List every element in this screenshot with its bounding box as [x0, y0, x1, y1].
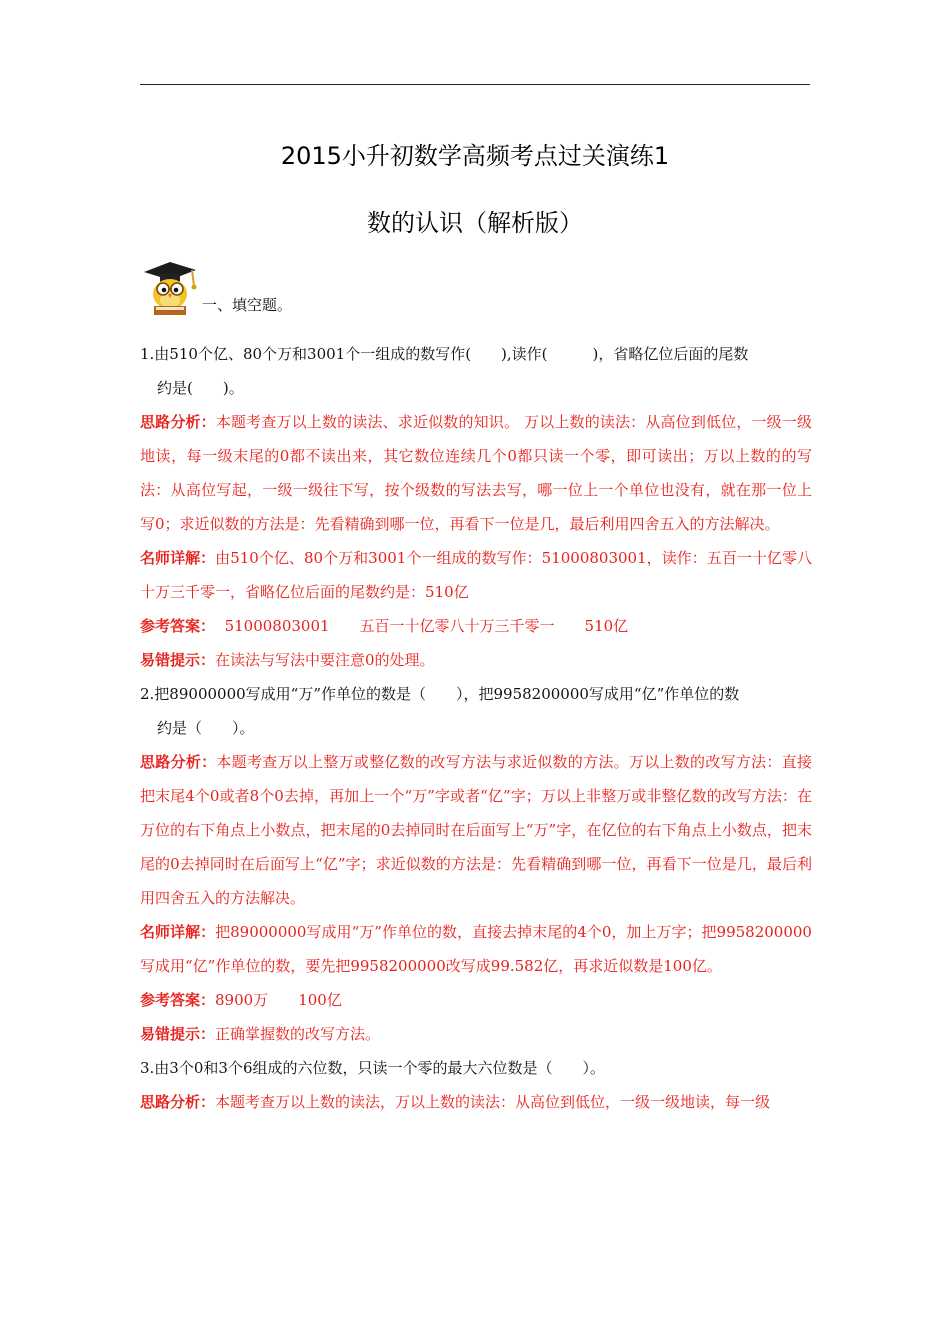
question-text: 2.把89000000写成用“万”作单位的数是（ ），把9958200000写成用“亿”作单位的数 [140, 685, 740, 703]
question-text: 约是（ ）。 [157, 719, 255, 737]
explain-block [140, 915, 812, 983]
explain-text: 由510个亿、80个万和3001个一组成的数写作：51000803001，读作：五百一十亿零八十万三千零一，省略亿位后面的尾数约是：510亿 [140, 549, 812, 601]
question-3 [140, 1051, 812, 1085]
question-text: 1.由510个亿、80个万和3001个一组成的数写作( ),读作( )，省略亿位后面的尾数 [140, 345, 749, 363]
section-label: 一、填空题。 [202, 296, 293, 314]
tip-label: 易错提示： [140, 651, 216, 669]
analysis-text: 本题考查万以上数的读法，万以上数的读法：从高位到低位，一级一级地读，每一级 [215, 1093, 771, 1111]
tip-label: 易错提示： [140, 1025, 216, 1043]
question-list [140, 337, 812, 1119]
answer-block [140, 609, 812, 643]
explain-text: 把89000000写成用“万”作单位的数，直接去掉末尾的4个0，加上万字；把9958200000写成用“亿”作单位的数，要先把9958200000改写成99.582亿，再求近似数是100亿。 [140, 923, 812, 975]
doctor-owl-icon [140, 256, 198, 318]
question-2 [140, 677, 812, 745]
page-title: 2015小升初数学高频考点过关演练1 [280, 142, 670, 170]
analysis-label: 思路分析： [140, 413, 216, 431]
analysis-block [140, 1085, 812, 1119]
answer-block [140, 983, 812, 1017]
tip-block [140, 1017, 812, 1051]
answer-text: 51000803001 五百一十亿零八十万三千零一 510亿 [224, 617, 629, 635]
tip-text: 正确掌握数的改写方法。 [215, 1025, 381, 1043]
analysis-text: 本题考查万以上整万或整亿数的改写方法与求近似数的方法。万以上数的改写方法：直接把末尾4个0或者8个0去掉，再加上一个“万”字或者“亿”字；万以上非整万或非整亿数的改写方法：在万位的右下角点上小数点，把末尾的0去掉同时在后面写上“万”字，在亿位的右下角点上小数点，把末尾的0去掉同时在后面写上“亿”字；求近似数的方法是：先看精确到哪一位，再看下一位是几，最后利用四舍五入的方法解决。 [140, 753, 812, 907]
analysis-text: 本题考查万以上数的读法、求近似数的知识。 万以上数的读法：从高位到低位，一级一级地读，每一级末尾的0都不读出来，其它数位连续几个0都只读一个零，即可读出；万以上数的的写法：从高位写起，一级一级往下写，按个级数的写法去写，哪一位上一个单位也没有，就在那一位上写0；求近似数的方法是：先看精确到哪一位，再看下一位是几，最后利用四舍五入的方法解决。 [140, 413, 812, 533]
question-1 [140, 337, 812, 405]
answer-label: 参考答案： [140, 617, 216, 635]
explain-block [140, 541, 812, 609]
header-rule [140, 84, 810, 85]
tip-block [140, 643, 812, 677]
answer-label: 参考答案： [140, 991, 216, 1009]
analysis-block [140, 745, 812, 915]
analysis-block [140, 405, 812, 541]
analysis-label: 思路分析： [140, 753, 217, 771]
page-subtitle: 数的认识（解析版） [367, 209, 583, 237]
tip-text: 在读法与写法中要注意0的处理。 [215, 651, 435, 669]
question-text: 约是( )。 [157, 379, 244, 397]
explain-label: 名师详解： [140, 923, 216, 941]
explain-label: 名师详解： [140, 549, 216, 567]
answer-text: 8900万 100亿 [215, 991, 342, 1009]
section-heading [140, 284, 540, 324]
analysis-label: 思路分析： [140, 1093, 216, 1111]
question-text: 3.由3个0和3个6组成的六位数，只读一个零的最大六位数是（ ）。 [140, 1059, 605, 1077]
